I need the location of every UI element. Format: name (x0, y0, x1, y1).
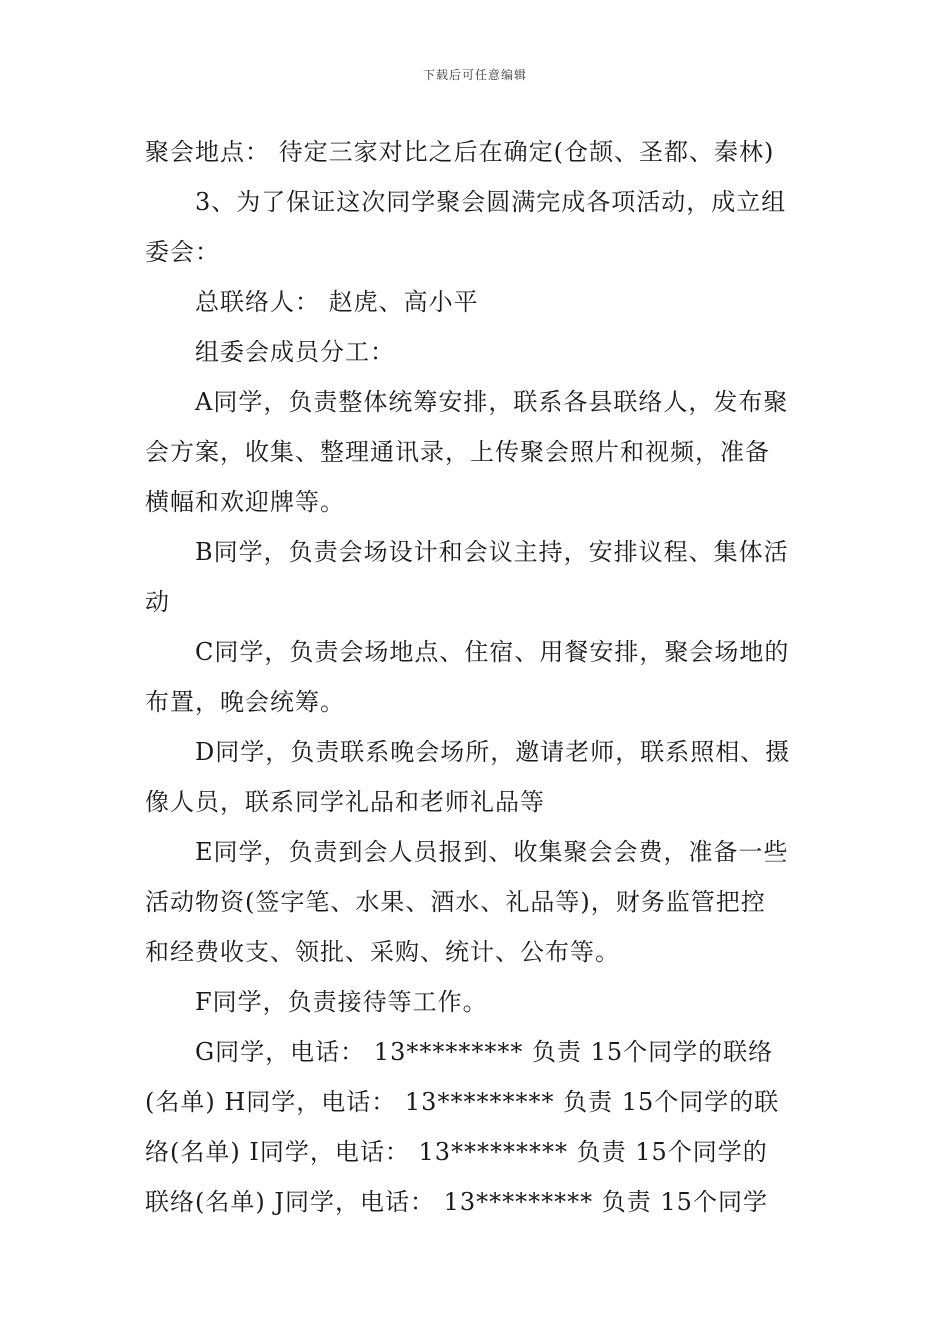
document-line: E同学，负责到会人员报到、收集聚会会费，准备一些 (195, 838, 789, 866)
document-line: 布置，晚会统筹。 (145, 688, 345, 716)
document-line: 和经费收支、领批、采购、统计、公布等。 (145, 938, 620, 966)
document-line: A同学，负责整体统筹安排，联系各县联络人，发布聚 (195, 388, 789, 416)
document-line: 3、为了保证这次同学聚会圆满完成各项活动，成立组 (195, 188, 787, 216)
document-line: 像人员，联系同学礼品和老师礼品等 (145, 788, 545, 816)
document-line: B同学，负责会场设计和会议主持，安排议程、集体活 (195, 538, 789, 566)
document-line: F同学，负责接待等工作。 (195, 988, 488, 1016)
document-line: C同学，负责会场地点、住宿、用餐安排，聚会场地的 (195, 638, 790, 666)
document-line: 总联络人： 赵虎、高小平 (195, 288, 479, 316)
document-line: 动 (145, 588, 170, 616)
document-line: 横幅和欢迎牌等。 (145, 488, 345, 516)
document-line: 聚会地点： 待定三家对比之后在确定(仓颉、圣都、秦林) (145, 138, 775, 166)
document-line: 络(名单) I同学，电话： 13********* 负责 15个同学的 (145, 1138, 768, 1166)
document-body (145, 127, 810, 1227)
document-line: 联络(名单) J同学，电话： 13********* 负责 15个同学 (145, 1188, 768, 1216)
document-line: 会方案，收集、整理通讯录，上传聚会照片和视频，准备 (145, 438, 770, 466)
document-line: D同学，负责联系晚会场所，邀请老师，联系照相、摄 (195, 738, 791, 766)
document-line: 活动物资(签字笔、水果、酒水、礼品等)，财务监管把控 (145, 888, 766, 916)
page-header-note: 下载后可任意编辑 (422, 68, 527, 82)
document-line: 组委会成员分工： (195, 338, 395, 366)
document-line: (名单) H同学，电话： 13********* 负责 15个同学的联 (145, 1088, 780, 1116)
document-line: G同学，电话： 13********* 负责 15个同学的联络 (195, 1038, 774, 1066)
document-line: 委会： (145, 238, 220, 266)
